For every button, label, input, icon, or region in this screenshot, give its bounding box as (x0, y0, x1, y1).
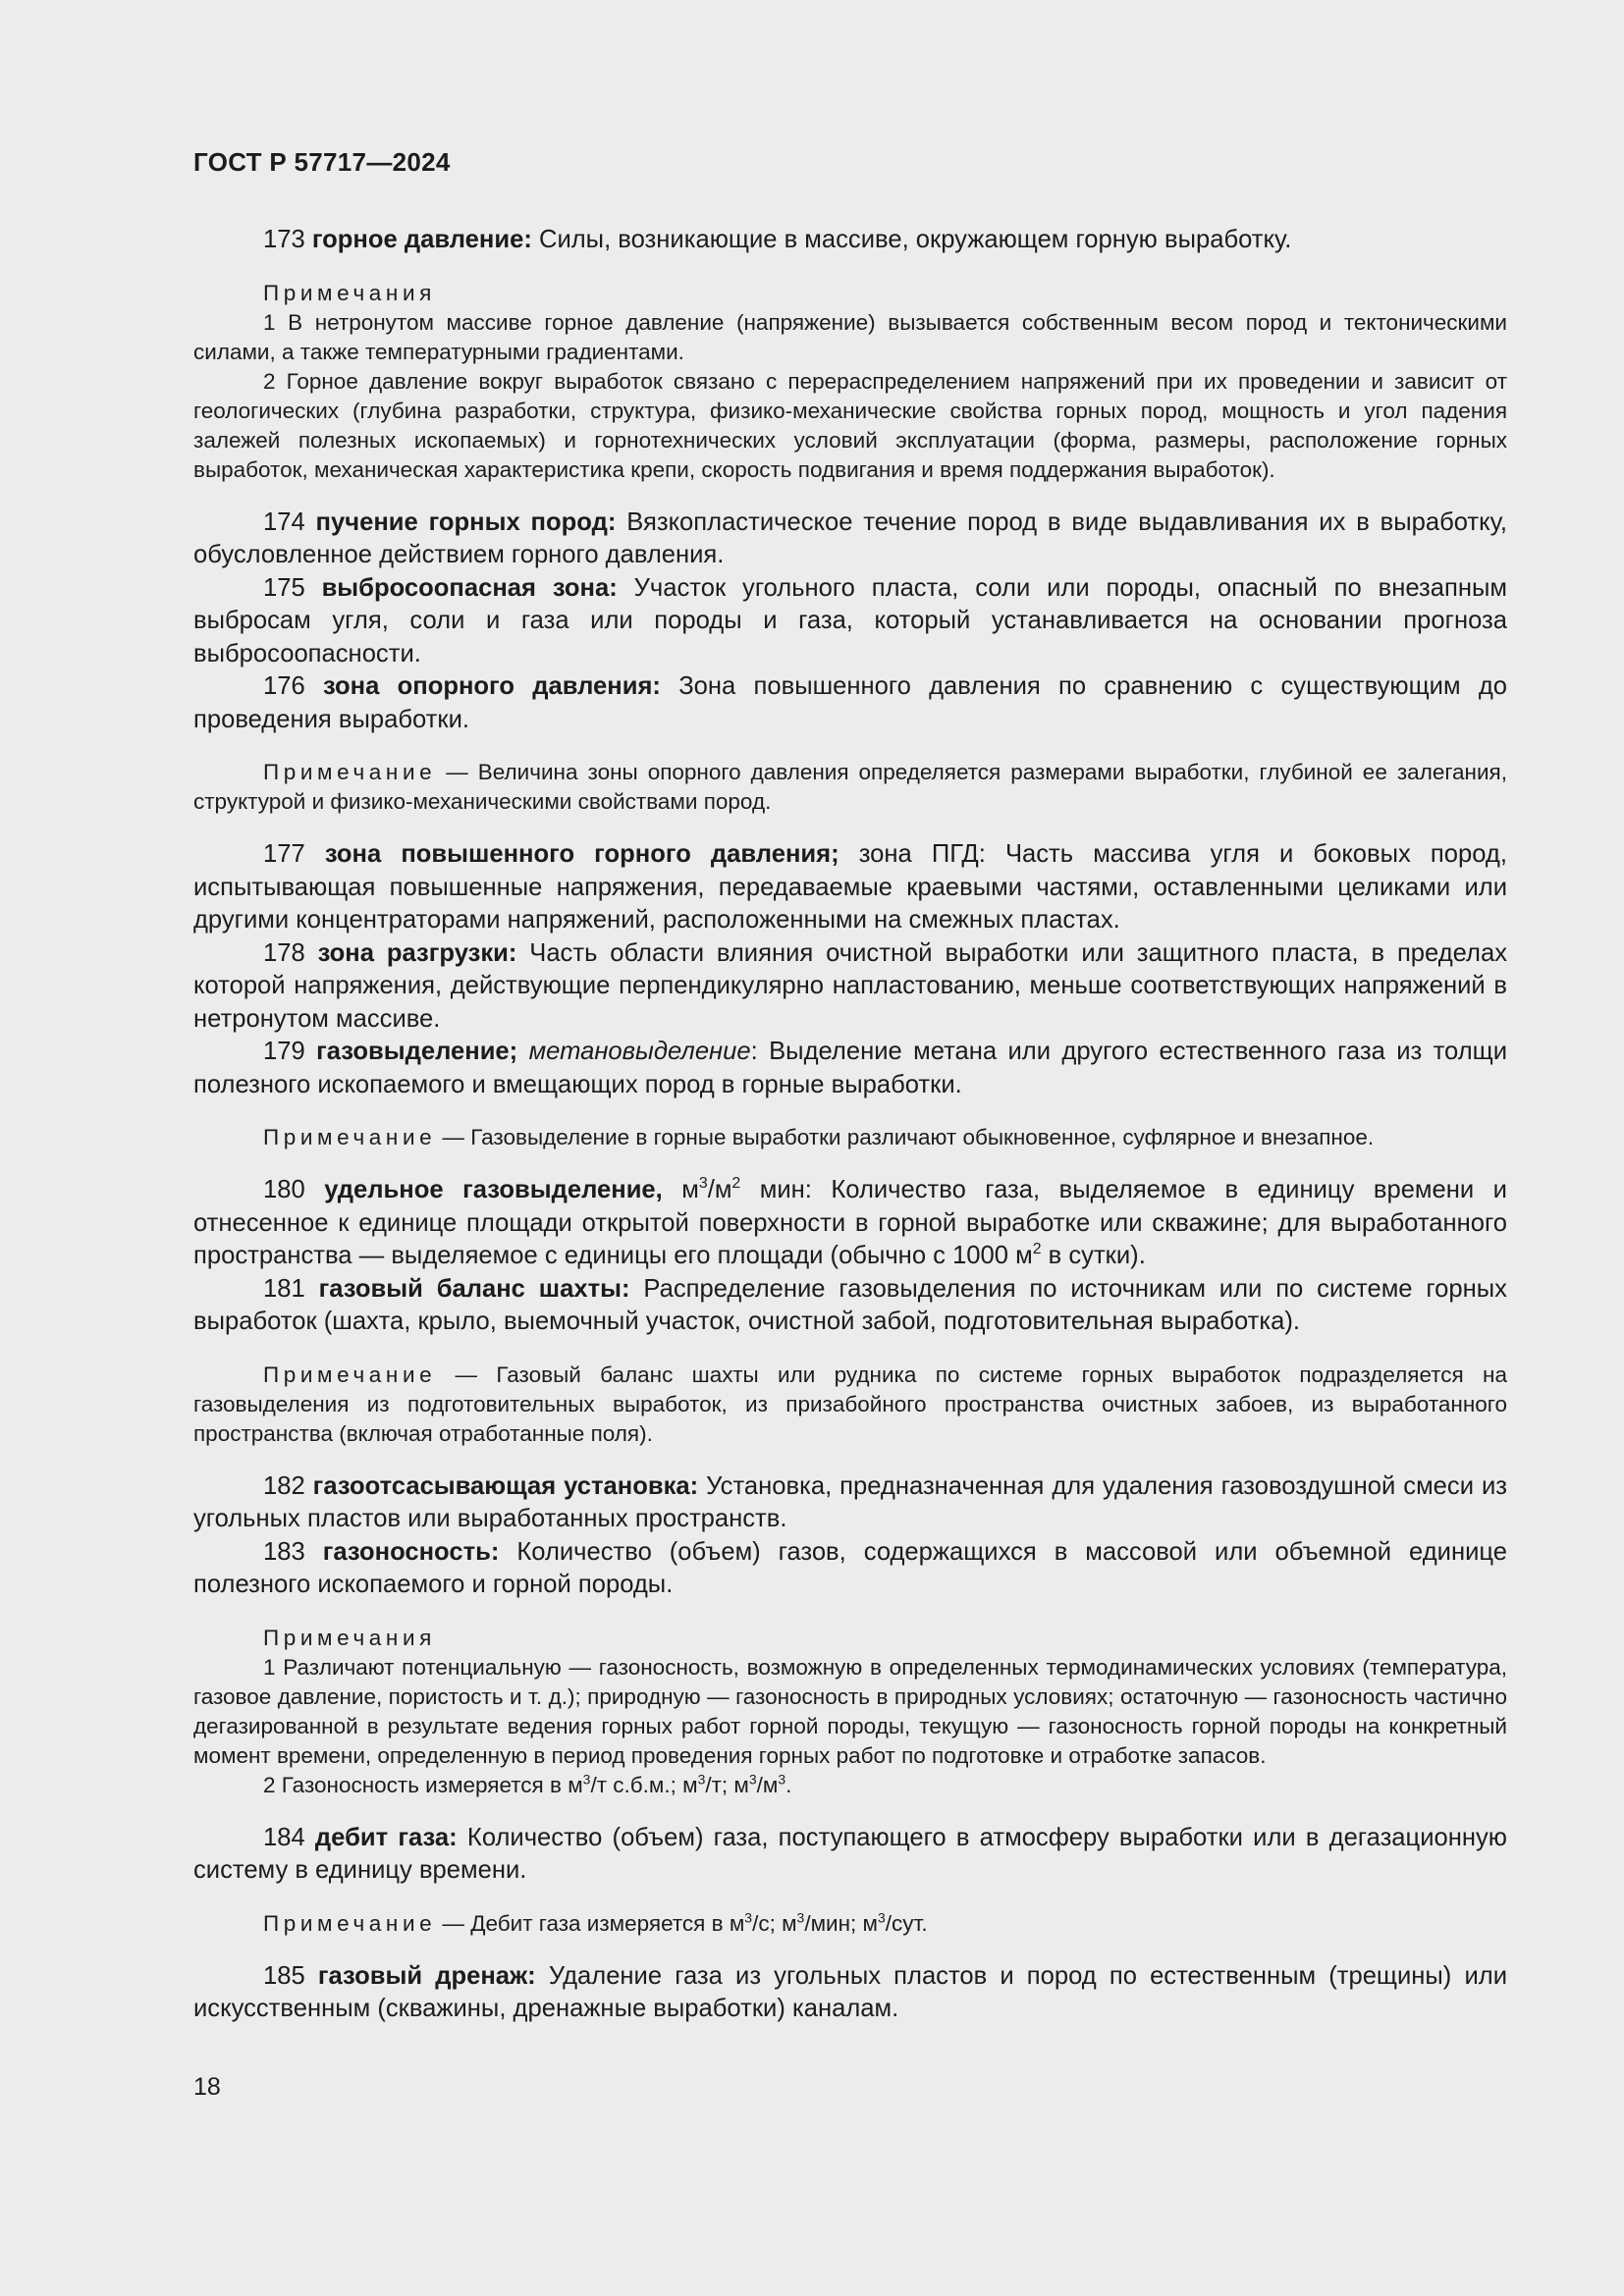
term-definition: мин: Количество газа, выделяемое в единицу времени и отнесенное к единице площади открытой поверхности в горной выработке или скважине; для выработанного пространства — выделяемое с единицы его площади (обычно с 1000 м (193, 1176, 1507, 1269)
term-name: зона повышенного горного давления; (324, 840, 839, 868)
term-synonym: метановыделение (528, 1038, 751, 1065)
exponent: 3 (697, 1770, 706, 1787)
term-entry-183 (193, 1536, 1507, 1602)
notes-heading: Примечания (263, 1625, 436, 1650)
term-entry-174 (193, 507, 1507, 572)
term-number: 175 (263, 573, 305, 602)
term-entry-184 (193, 1822, 1507, 1888)
page-number: 18 (193, 2073, 221, 2101)
note-1: 1 Различают потенциальную — газоносность, возможную в определенных термодинамических условиях (температура, газовое давление, пористость и т. д.); природную — газоносность в природных условиях; остаточную — газоносность частично дегазированной в результате ведения горных работ горной породы, текущую — газоносность горной породы на конкретный момент времени, определенную в период проведения горных работ по подготовке и отработке запасов. (193, 1654, 1507, 1768)
term-name: газовый баланс шахты: (318, 1274, 630, 1303)
term-number: 176 (263, 672, 305, 700)
term-entry-176 (193, 670, 1507, 736)
term-number: 183 (263, 1537, 305, 1566)
note-text: /сут. (885, 1910, 928, 1936)
term-definition: Часть области влияния очистной выработки или защитного пласта, в пределах которой напряжения, действующие перпендикулярно напластованию, меньше соответствующих напряжений в нетронутом массиве. (193, 938, 1507, 1033)
term-name: газовыделение; (316, 1038, 518, 1065)
note-text: — Газовый баланс шахты или рудника по системе горных выработок подразделяется на газовыделения из подготовительных выработок, из призабойного пространства очистных забоев, из выработанного пространства (включая отработанные поля). (193, 1362, 1507, 1446)
term-name: пучение горных пород: (315, 507, 617, 536)
term-definition: : Выделение метана или другого естественного газа из толщи полезного ископаемого и вмещающих пород в горные выработки. (193, 1038, 1507, 1098)
note-label: Примечание (263, 760, 437, 784)
unit-part: м (662, 1176, 699, 1203)
page-body (193, 224, 1507, 2026)
note-text: — Газовыделение в горные выработки различают обыкновенное, суфлярное и внезапное. (436, 1125, 1375, 1149)
term-name: газовый дренаж: (317, 1961, 536, 1990)
term-definition: зона ПГД: Часть массива угля и боковых пород, испытывающая повышенные напряжения, передаваемые краевыми частями, оставленными целиками или другими концентраторами напряжений, расположенными на смежных пластах. (193, 840, 1507, 934)
note (193, 1909, 1507, 1939)
note-text: /мин; м (804, 1910, 878, 1936)
term-name: выбросоопасная зона: (321, 573, 618, 602)
term-number: 184 (263, 1823, 305, 1851)
note-text: . (785, 1772, 792, 1797)
term-name: горное давление: (311, 226, 532, 253)
note (193, 758, 1507, 817)
term-name: удельное газовыделение, (324, 1176, 663, 1203)
term-name: газоносность: (322, 1537, 500, 1566)
term-entry-173 (193, 224, 1507, 257)
term-entry-181 (193, 1273, 1507, 1339)
document-header: ГОСТ Р 57717—2024 (193, 147, 451, 177)
term-definition-end: в сутки). (1041, 1242, 1146, 1269)
term-number: 182 (263, 1471, 305, 1500)
term-entry-178 (193, 937, 1507, 1037)
term-number: 173 (263, 226, 305, 253)
note-1: 1 В нетронутом массиве горное давление (напряжение) вызывается собственным весом пород и тектоническими силами, а также температурными градиентами. (193, 309, 1507, 364)
term-name: газоотсасывающая установка: (312, 1471, 699, 1500)
note-2 (193, 1771, 1507, 1800)
exponent: 3 (744, 1908, 753, 1925)
term-entry-175 (193, 572, 1507, 671)
term-number: 178 (263, 938, 305, 967)
note-text: — Дебит газа измеряется в м (436, 1910, 745, 1936)
notes-heading: Примечания (263, 280, 436, 305)
term-entry-182 (193, 1470, 1507, 1536)
term-definition: Зона повышенного давления по сравнению с существующим до проведения выработки. (193, 672, 1507, 733)
exponent: 2 (731, 1175, 741, 1193)
unit-part: /м (707, 1176, 732, 1203)
note-label: Примечание (263, 1125, 437, 1149)
note-text: /с; м (752, 1910, 797, 1936)
term-number: 181 (263, 1274, 305, 1303)
exponent: 3 (748, 1770, 757, 1787)
term-number: 179 (263, 1038, 305, 1065)
term-definition: Участок угольного пласта, соли или породы, опасный по внезапным выбросам угля, соли и газа или породы и газа, который устанавливается на основании прогноза выбросоопасности. (193, 573, 1507, 667)
term-name: дебит газа: (314, 1823, 458, 1851)
exponent: 3 (796, 1908, 805, 1925)
term-definition: Установка, предназначенная для удаления газовоздушной смеси из угольных пластов или выработанных пространств. (193, 1471, 1507, 1532)
term-entry-185 (193, 1960, 1507, 2026)
term-definition: Удаление газа из угольных пластов и пород по естественным (трещины) или искусственным (скважины, дренажные выработки) каналам. (193, 1961, 1507, 2022)
term-entry-180 (193, 1174, 1507, 1273)
exponent: 3 (778, 1770, 786, 1787)
exponent: 3 (878, 1908, 886, 1925)
term-number: 174 (263, 507, 305, 536)
term-definition: Количество (объем) газа, поступающего в атмосферу выработки или в дегазационную систему в единицу времени. (193, 1823, 1507, 1884)
term-name: зона опорного давления: (322, 672, 661, 700)
note (193, 1361, 1507, 1449)
exponent: 2 (1032, 1241, 1042, 1258)
term-number: 177 (263, 840, 305, 868)
note-label: Примечание (263, 1910, 437, 1936)
note-label: Примечание (263, 1362, 437, 1387)
note-2: 2 Горное давление вокруг выработок связано с перераспределением напряжений при их проведении и зависит от геологических (глубина разработки, структура, физико-механические свойства горных пород, мощность и угол падения залежей полезных ископаемых) и горнотехнических условий эксплуатации (форма, размеры, расположение горных выработок, механическая характеристика крепи, скорость подвигания и время поддержания выработок). (193, 368, 1507, 482)
exponent: 3 (698, 1175, 708, 1193)
exponent: 3 (582, 1770, 591, 1787)
term-definition: Вязкопластическое течение пород в виде выдавливания их в выработку, обусловленное действием горного давления. (193, 507, 1507, 568)
note (193, 1123, 1507, 1152)
note-text: /т; м (705, 1772, 749, 1797)
term-entry-177 (193, 838, 1507, 937)
note-text: 2 Газоносность измеряется в м (263, 1772, 583, 1797)
term-entry-179 (193, 1036, 1507, 1101)
term-definition: Количество (объем) газов, содержащихся в массовой или объемной единице полезного ископаемого и горной породы. (193, 1537, 1507, 1598)
term-number: 180 (263, 1176, 305, 1203)
note-text: /м (756, 1772, 779, 1797)
note-text: — Величина зоны опорного давления определяется размерами выработки, глубиной ее залегания, структурой и физико-механическими свойствами пород. (193, 760, 1507, 814)
term-name: зона разгрузки: (317, 938, 517, 967)
term-definition: Распределение газовыделения по источникам или по системе горных выработок (шахта, крыло, выемочный участок, очистной забой, подготовительная выработка). (193, 1274, 1507, 1335)
term-definition: Силы, возникающие в массиве, окружающем горную выработку. (531, 226, 1292, 253)
term-number: 185 (263, 1961, 305, 1990)
note-text: /т с.б.м.; м (590, 1772, 698, 1797)
